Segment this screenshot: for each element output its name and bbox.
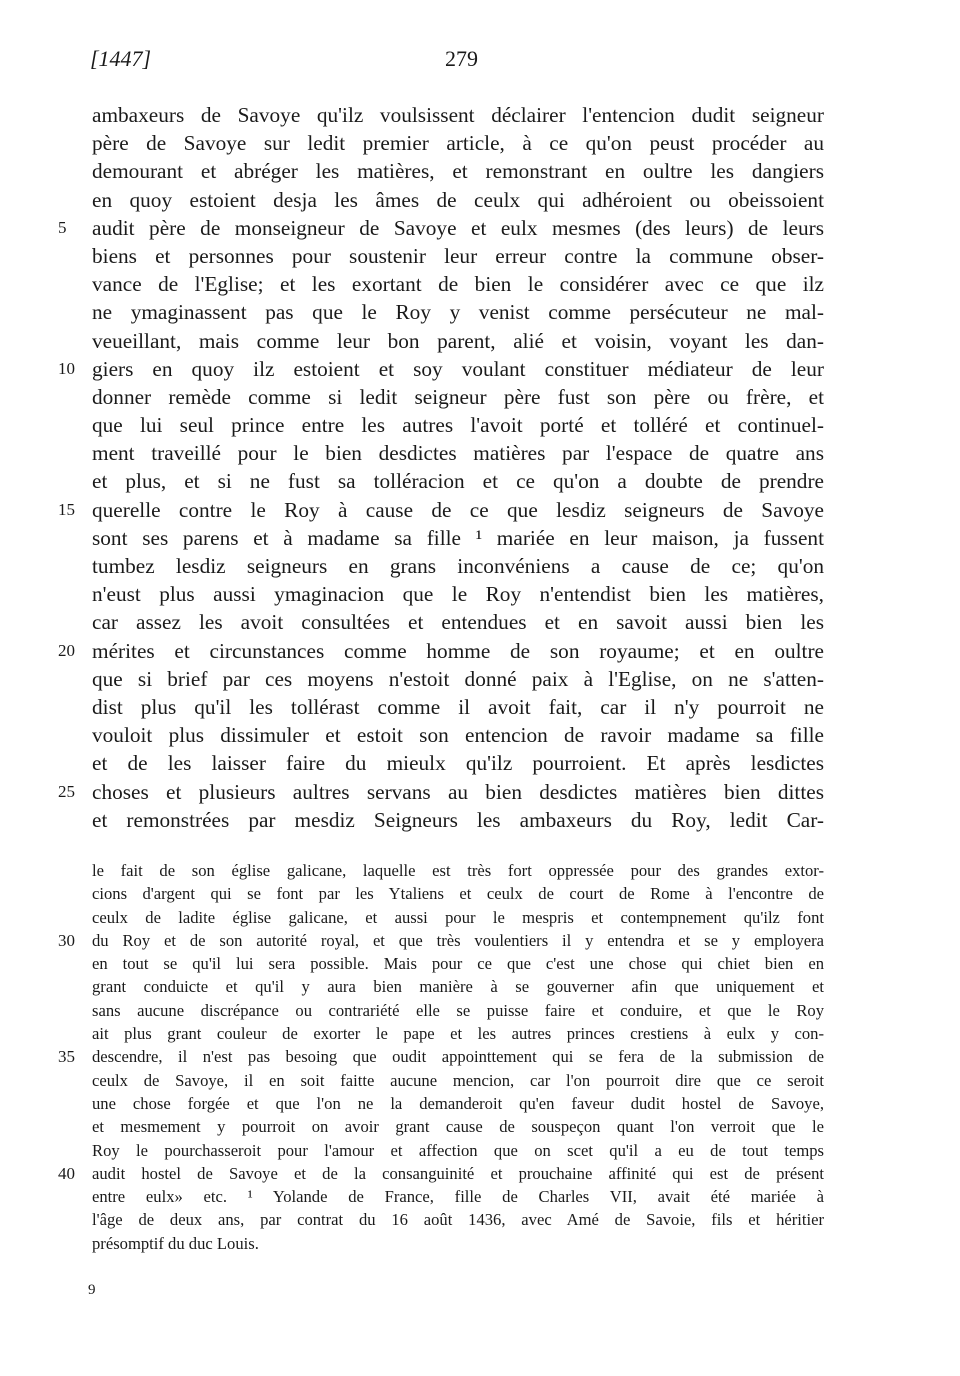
text-line bbox=[92, 749, 824, 777]
footnote-line bbox=[58, 1162, 824, 1185]
text-line bbox=[92, 721, 824, 749]
line-text: du Roy et de son autorité royal, et que très voulentiers il y entendra et se y employera bbox=[92, 930, 824, 950]
line-text: ambaxeurs de Savoye qu'ilz voulsissent déclairer l'entencion dudit seigneur bbox=[92, 103, 824, 127]
line-text: demourant et abréger les matières, et remonstrant en oultre les dangiers bbox=[92, 159, 824, 184]
footnote-line bbox=[92, 975, 824, 998]
line-text: en tout se qu'il lui sera possible. Mais pour ce que c'est une chose qui chiet bien en bbox=[92, 954, 824, 974]
line-text: vouloit plus dissimuler et estoit son entencion de ravoir madame sa fille bbox=[92, 723, 824, 748]
line-text: ceulx de Savoye, il en soit faitte aucune mencion, car l'on pourroit dire que ce seroit bbox=[92, 1070, 824, 1090]
text-line bbox=[92, 411, 824, 439]
line-number: 25 bbox=[58, 781, 75, 801]
line-text: n'eust plus aussi ymaginacion que le Roy n'entendist bien les matières, bbox=[92, 582, 824, 607]
line-text: sans aucune discrépance ou contrariété elle se puisse faire et conduire, et que le Roy bbox=[92, 1000, 824, 1020]
text-line bbox=[92, 327, 824, 355]
text-line bbox=[92, 552, 824, 580]
line-number: 15 bbox=[58, 499, 75, 519]
line-text: que si brief par ces moyens n'estoit donné paix à l'Eglise, on ne s'atten- bbox=[92, 666, 824, 691]
line-text: giers en quoy ilz estoient et soy voulant constituer médiateur de leur bbox=[92, 356, 824, 381]
line-number: 5 bbox=[58, 217, 67, 237]
footnote-line bbox=[92, 1232, 824, 1255]
text-line bbox=[58, 355, 824, 383]
footnote-line bbox=[92, 1069, 824, 1092]
footnote-line bbox=[92, 1208, 824, 1231]
footnote-line bbox=[92, 1092, 824, 1115]
line-text: dist plus qu'il les tollérast comme il avoit fait, car il n'y pourroit ne bbox=[92, 694, 824, 719]
line-text: en quoy estoient desja les âmes de ceulx qui adhéroient ou obeissoient bbox=[92, 187, 824, 212]
signature-mark: 9 bbox=[88, 1282, 96, 1298]
footnote-line bbox=[92, 859, 824, 882]
line-text: que lui seul prince entre les autres l'avoit porté et tolléré et continuel- bbox=[92, 413, 824, 438]
line-text: audit père de monseigneur de Savoye et eulx mesmes (des leurs) de leurs bbox=[92, 215, 824, 240]
line-text: ait plus grant couleur de exorter le pape et les autres princes crestiens à eulx y con- bbox=[92, 1024, 824, 1044]
line-number: 30 bbox=[58, 930, 75, 950]
text-line bbox=[92, 693, 824, 721]
footnote-line bbox=[58, 929, 824, 952]
text-line bbox=[92, 129, 824, 157]
footnote-line bbox=[92, 1139, 824, 1162]
line-text: présomptif du duc Louis. bbox=[92, 1233, 259, 1253]
line-text: tumbez lesdiz seigneurs en grans inconvéniens a cause de ce; qu'on bbox=[92, 554, 824, 578]
footnotes-block bbox=[58, 859, 824, 1255]
footnote-line bbox=[92, 906, 824, 929]
line-text: veueillant, mais comme leur bon parent, alié et voisin, voyant les dan- bbox=[92, 328, 824, 353]
text-line bbox=[92, 383, 824, 411]
running-head bbox=[0, 46, 960, 76]
line-text: audit hostel de Savoye et de la consanguinité et prouchaine affinité qui est de présent bbox=[92, 1163, 824, 1183]
line-text: querelle contre le Roy à cause de ce que lesdiz seigneurs de Savoye bbox=[92, 497, 824, 522]
line-text: biens et personnes pour soustenir leur erreur contre la commune obser- bbox=[92, 243, 824, 268]
line-text: et plus, et si ne fust sa tolléracion et ce qu'on a doubte de prendre bbox=[92, 469, 824, 494]
line-text: l'âge de deux ans, par contrat du 16 août 1436, avec Amé de Savoie, fils et héritier bbox=[92, 1210, 824, 1230]
line-text: ceulx de ladite église galicane, et aussi pour le mespris et contempnement qu'ilz font bbox=[92, 907, 824, 927]
line-text: vance de l'Eglise; et les exortant de bien le considérer avec ce que ilz bbox=[92, 272, 824, 297]
text-line bbox=[92, 467, 824, 495]
text-line bbox=[92, 270, 824, 298]
line-text: le fait de son église galicane, laquelle est très fort oppressée pour des grandes extor- bbox=[92, 861, 824, 880]
main-text-block bbox=[58, 101, 824, 834]
line-text: donner remède comme si ledit seigneur père fust son père ou frère, et bbox=[92, 384, 824, 409]
line-text: ment traveillé pour le bien desdictes matières par l'espace de quatre ans bbox=[92, 441, 824, 466]
line-text: et mesmement y pourroit on avoir grant cause de souspeçon quant l'on verroit que le bbox=[92, 1117, 824, 1137]
footnote-line bbox=[92, 1115, 824, 1138]
text-line bbox=[92, 806, 824, 834]
text-line bbox=[92, 439, 824, 467]
footnote-line bbox=[58, 1045, 824, 1068]
text-line bbox=[92, 298, 824, 326]
line-text: choses et plusieurs aultres servans au bien desdictes matières bien dittes bbox=[92, 779, 824, 804]
text-line bbox=[92, 665, 824, 693]
line-number: 10 bbox=[58, 358, 75, 378]
footnote-line bbox=[92, 999, 824, 1022]
footnote-line bbox=[92, 882, 824, 905]
text-line bbox=[92, 157, 824, 185]
text-line bbox=[92, 186, 824, 214]
line-text: mérites et circunstances comme homme de son royaume; et en oultre bbox=[92, 638, 824, 663]
line-text: Roy le pourchasseroit pour l'amour et affection que on scet qu'il a eu de tout temps bbox=[92, 1140, 824, 1160]
line-number: 20 bbox=[58, 640, 75, 660]
line-text: grant conduicte et qu'il y aura bien manière à se gouverner afin que uniquement et bbox=[92, 977, 824, 997]
text-line bbox=[92, 524, 824, 552]
line-text: entre eulx» etc. ¹ Yolande de France, fille de Charles VII, avait été mariée à bbox=[92, 1187, 824, 1207]
text-line bbox=[92, 580, 824, 608]
text-line bbox=[58, 778, 824, 806]
footnote-line bbox=[92, 1022, 824, 1045]
line-text: descendre, il n'est pas besoing que oudit appointtement qui se fera de la submission de bbox=[92, 1047, 824, 1067]
line-number: 40 bbox=[58, 1163, 75, 1183]
line-text: sont ses parens et à madame sa fille ¹ mariée en leur maison, ja fussent bbox=[92, 525, 824, 550]
line-text: une chose forgée et que l'on ne la demanderoit qu'en faveur dudit hostel de Savoye, bbox=[92, 1093, 824, 1113]
year-bracket: [1447] bbox=[90, 46, 152, 71]
page-number: 279 bbox=[445, 46, 478, 71]
text-line bbox=[92, 101, 824, 129]
footnote-line bbox=[92, 952, 824, 975]
line-text: car assez les avoit consultées et entendues et en savoit aussi bien les bbox=[92, 610, 824, 635]
line-text: cions d'argent qui se font par les Ytaliens et ceulx de court de Rome à l'encontre de bbox=[92, 884, 824, 904]
text-line bbox=[58, 214, 824, 242]
footnote-line bbox=[92, 1185, 824, 1208]
line-number: 35 bbox=[58, 1047, 75, 1067]
line-text: ne ymaginassent pas que le Roy y venist comme persécuteur ne mal- bbox=[92, 300, 824, 325]
line-text: père de Savoye sur ledit premier article, à ce qu'on peust procéder au bbox=[92, 131, 824, 156]
text-line bbox=[92, 242, 824, 270]
text-line bbox=[58, 496, 824, 524]
line-text: et de les laisser faire du mieulx qu'ilz pourroient. Et après lesdictes bbox=[92, 751, 824, 776]
text-line bbox=[58, 637, 824, 665]
line-text: et remonstrées par mesdiz Seigneurs les ambaxeurs du Roy, ledit Car- bbox=[92, 807, 824, 832]
text-line bbox=[92, 608, 824, 636]
